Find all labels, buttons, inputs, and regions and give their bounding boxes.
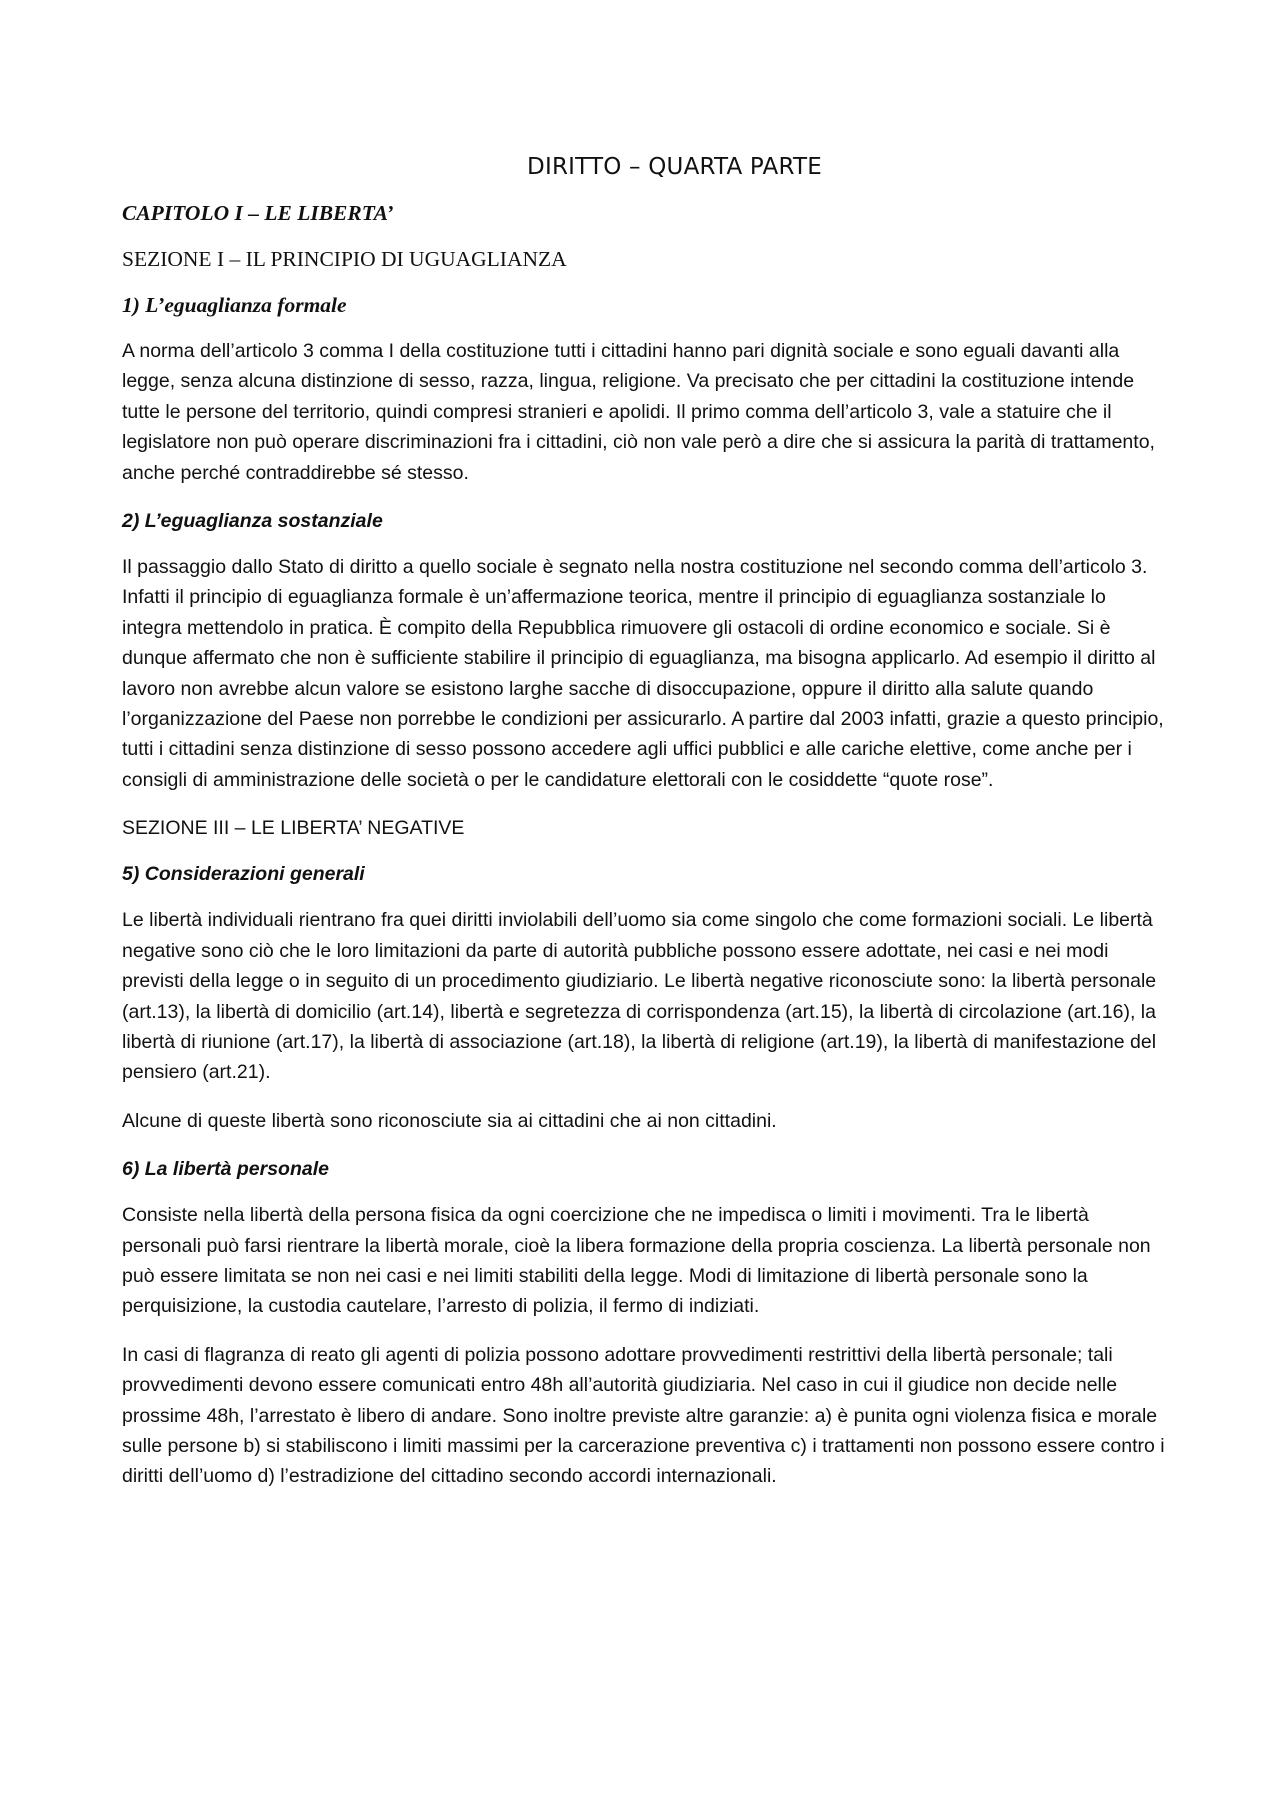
paragraph-liberta-personale: Consiste nella libertà della persona fisica da ogni coercizione che ne impedisca o limiti i movimenti. Tra le libertà personali può farsi rientrare la libertà morale, cioè la libera formazione della propria coscienza. La libertà personale non può essere limitata se non nei casi e nei limiti stabiliti della legge. Modi di limitazione di libertà personale sono la perquisizione, la custodia cautelare, l’arresto di polizia, il fermo di indiziati. [122,1204,1151,1318]
paragraph-eguaglianza-sostanziale: Il passaggio dallo Stato di diritto a quello sociale è segnato nella nostra costituzione nel secondo comma dell’articolo 3. Infatti il principio di eguaglianza formale è un’affermazione teorica, mentre il principio di eguaglianza sostanziale lo integra mettendolo in pratica. È compito della Repubblica rimuovere gli ostacoli di ordine economico e sociale. Si è dunque affermato che non è sufficiente stabilire il principio di eguaglianza, ma bisogna applicarlo. Ad esempio il diritto al lavoro non avrebbe alcun valore se esistono larghe sacche di disoccupazione, oppure il diritto alla salute quando l’organizzazione del Paese non porrebbe le condizioni per assicurarlo. A partire dal 2003 infatti, grazie a questo principio, tutti i cittadini senza distinzione di sesso possono accedere agli uffici pubblici e alle cariche elettive, come anche per i consigli di amministrazione delle società o per le candidature elettorali con le cosiddette “quote rose”. [122,556,1164,791]
subheading-considerazioni-generali: 5) Considerazioni generali [122,863,365,886]
document-page [122,150,1167,1510]
section-heading-3: SEZIONE III – LE LIBERTA’ NEGATIVE [122,817,465,840]
paragraph-considerazioni-generali: Le libertà individuali rientrano fra quei diritti inviolabili dell’uomo sia come singolo che come formazioni sociali. Le libertà negative sono ciò che le loro limitazioni da parte di autorità pubbliche possono essere adottate, nei casi e nei modi previsti della legge o in seguito di un procedimento giudiziario. Le libertà negative riconosciute sono: la libertà personale (art.13), la libertà di domicilio (art.14), libertà e segretezza di corrispondenza (art.15), la libertà di circolazione (art.16), la libertà di riunione (art.17), la libertà di associazione (art.18), la libertà di religione (art.19), la libertà di manifestazione del pensiero (art.21). [122,909,1157,1084]
subheading-liberta-personale: 6) La libertà personale [122,1158,329,1181]
subheading-eguaglianza-sostanziale: 2) L’eguaglianza sostanziale [122,510,383,533]
section-heading-1: SEZIONE I – IL PRINCIPIO DI UGUAGLIANZA [122,247,567,271]
paragraph-flagranza: In casi di flagranza di reato gli agenti di polizia possono adottare provvedimenti restrittivi della libertà personale; tali provvedimenti devono essere comunicati entro 48h all’autorità giudiziaria. Nel caso in cui il giudice non decide nelle prossime 48h, l’arrestato è libero di andare. Sono inoltre previste altre garanzie: a) è punita ogni violenza fisica e morale sulle persone b) si stabiliscono i limiti massimi per la carcerazione preventiva c) i trattamenti non possono essere contro i diritti dell’uomo d) l’estradizione del cittadino secondo accordi internazionali. [122,1343,1165,1488]
document-title: DIRITTO – QUARTA PARTE [527,154,822,180]
paragraph-liberta-cittadini: Alcune di queste libertà sono riconosciute sia ai cittadini che ai non cittadini. [122,1109,777,1132]
chapter-heading: CAPITOLO I – LE LIBERTA’ [122,201,394,225]
subheading-eguaglianza-formale: 1) L’eguaglianza formale [122,293,347,317]
paragraph-eguaglianza-formale: A norma dell’articolo 3 comma I della costituzione tutti i cittadini hanno pari dignità sociale e sono eguali davanti alla legge, senza alcuna distinzione di sesso, razza, lingua, religione. Va precisato che per cittadini la costituzione intende tutte le persone del territorio, quindi compresi stranieri e apolidi. Il primo comma dell’articolo 3, vale a statuire che il legislatore non può operare discriminazioni fra i cittadini, ciò non vale però a dire che si assicura la parità di trattamento, anche perché contraddirebbe sé stesso. [122,340,1155,484]
